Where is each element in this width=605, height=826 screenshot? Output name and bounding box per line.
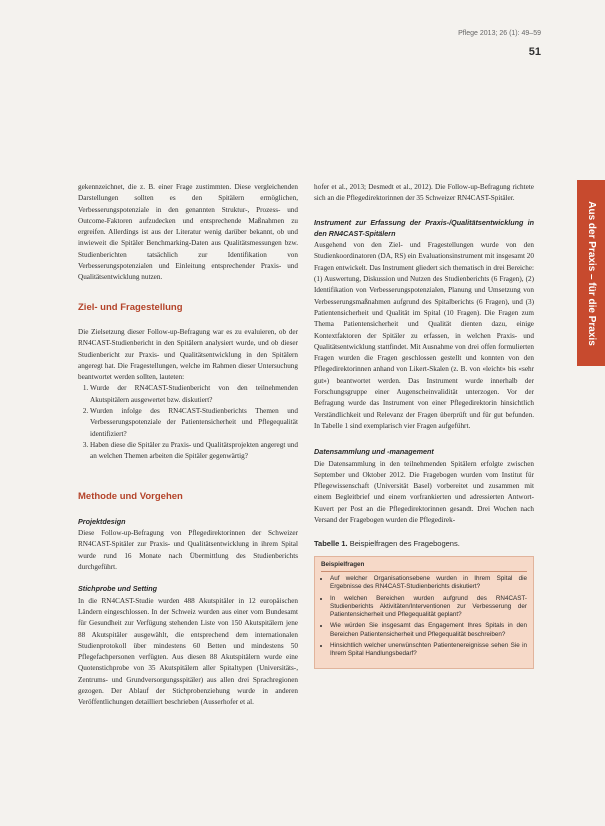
table-header: Beispielfragen: [321, 561, 527, 572]
research-question: 1. Wurde der RN4CAST-Studienbericht von den teilnehmenden Akutspitälern ausgewertet bzw. diskutiert?: [90, 383, 298, 406]
table-item: • Wie würden Sie insgesamt das Engagement Ihres Spitals in den Bereichen Patientensicherheit und Pflegequalität beschreiben?: [330, 622, 527, 639]
table-item: • Auf welcher Organisationsebene wurden in Ihrem Spital die Ergebnisse des RN4CAST-Studienberichts diskutiert?: [330, 575, 527, 592]
journal-reference: Pflege 2013; 26 (1): 49–59: [458, 30, 541, 37]
research-question: 2. Wurden infolge des RN4CAST-Studienberichts Themen und Verbesserungspotenziale der Patientensicherheit und Pflegequalität identifiziert?: [90, 406, 298, 440]
table-item: • In welchen Bereichen wurden aufgrund des RN4CAST-Studienberichts Aktivitäten/Interventionen zur Verbesserung der Patientensicherheit und Pflegequalität geplant?: [330, 595, 527, 620]
table-caption-text: Beispielfragen des Fragebogens.: [349, 539, 460, 549]
side-tab-label: Aus der Praxis – für die Praxis: [585, 200, 597, 346]
instrument-paragraph: Ausgehend von den Ziel- und Fragestellungen wurde von den Studienkoordinatoren (DA, RS) ein Evaluationsinstrument mit insgesamt 20 Fragen entwickelt. Das Instrument gliedert sich thematisch in drei Bereiche: (1) Auswertung, Diskussion und Nutzen des Studienberichts (6 Fragen), (2) Identifikation von Verbesserungspotenzialen, Planung und Umsetzung von Verbesserungsmaßnahmen aufgrund des Spitalberichts (6 Fragen), und (3) Patientensicherheit und Qualität im Spital (10 Fragen). Die Fragen zum Thema Patientensicherheit und Qualität dienten dazu, einige Kontextfaktoren der Spitäler zu erfassen, in welchen Praxis- und Qualitätsentwicklung stattfindet. Mit Ausnahme von drei offen formulierten Fragen wurden die Fragen geschlossen gestellt und konnten von den Pflegedirektorinnen anhand von Likert-Skalen (z. B. von «leicht» bis «sehr gut») beantwortet werden. Das Instrument wurde innerhalb der Forschungsgruppe einer Augenscheinvalidität unterzogen. Vor der Befragung wurde das Instrument von einer Pflegedirektorin hinsichtlich Verständlichkeit und Relevanz der Fragen überprüft und für gut befunden. In Tabelle 1 sind exemplarisch vier Fragen aufgeführt.: [314, 241, 534, 430]
left-column: [78, 182, 298, 709]
right-column: [314, 182, 534, 669]
heading-goals: Ziel- und Fragestellung: [78, 301, 183, 313]
right-intro-paragraph: hofer et al., 2013; Desmedt et al., 2012). Die Follow-up-Befragung richtete sich an die Pflegedirektorinnen der 35 Schweizer RN4CAST-Spitäler.: [314, 183, 534, 203]
page-number: 51: [528, 46, 541, 58]
data-collection-paragraph: Die Datensammlung in den teilnehmenden Spitälern erfolgte zwischen September und Oktober 2012. Die Fragebogen wurden vom Institut für Pflegewissenschaft (Universität Basel) vorbereitet und zusammen mit einem Begleitbrief und einem vorfrankierten und adressierten Antwort-Kuvert per Post an die Pflegedirektorinnen gesandt. Drei Wochen nach Versand der Fragebogen wurden die Pflegedirek-: [314, 459, 534, 525]
section-side-tab: [577, 180, 605, 366]
heading-method: Methode und Vorgehen: [78, 490, 183, 502]
heading-sample: Stichprobe und Setting: [78, 584, 158, 594]
research-question: 3. Haben diese die Spitäler zu Praxis- und Qualitätsprojekten angeregt und an welchen Themen arbeiten die Spitäler gegenwärtig?: [90, 440, 298, 463]
sample-paragraph: In die RN4CAST-Studie wurden 488 Akutspitäler in 12 europäischen Ländern eingeschlossen. In der Schweiz wurden aus einer vom Bundesamt für Gesundheit zur Verfügung stehenden Liste von 150 Akutspitälern jene 88 Akutspitäler ausgewählt, die entsprechend dem internationalen Studienprotokoll über mindestens 60 Betten und mindestens 50 Pflegefachpersonen verfügten. Aus diesen 88 Akutspitälern wurde eine Quotenstichprobe von 35 Akutspitälern aller Spitaltypen (Universitäts-, Zentrums- und Grundversorgungsspitäler) aus allen drei Sprachregionen gezogen. Der Ablauf der Stichprobenziehung wurde in anderen Veröffentlichungen detailliert beschrieben (Ausserhofer et al.: [78, 596, 298, 707]
table-item: • Hinsichtlich welcher unerwünschten Patientenereignisse sehen Sie in Ihrem Spital Handlungsbedarf?: [330, 642, 527, 659]
intro-paragraph: gekennzeichnet, die z. B. einer Frage zustimmten. Diese vergleichenden Darstellungen sollten es den Spitälern ermöglichen, Verbesserungspotenziale in den genannten Struktur-, Prozess- und Outcome-Faktoren aufzudecken und entsprechende Maßnahmen zu ergreifen. Allerdings ist aus der Literatur wenig darüber bekannt, ob und inwieweit die Spitäler Benchmarking-Daten aus Qualitätsmessungen bzw. Studienberichten tatsächlich zur Identifikation von Verbesserungspotenzialen und Einleitung entsprechender Praxis- und Qualitätsentwicklung nutzen.: [78, 183, 298, 282]
goals-paragraph: Die Zielsetzung dieser Follow-up-Befragung war es zu evaluieren, ob der RN4CAST-Studienbericht in den Spitälern analysiert wurde, und ob dieser Studienbericht zur Praxis- und Qualitätsentwicklung in den Spitälern angeregt hat. Die Fragestellungen, welche im Rahmen dieser Untersuchung beantwortet werden sollten, lauteten:: [78, 327, 298, 382]
design-paragraph: Diese Follow-up-Befragung von Pflegedirektorinnen der Schweizer RN4CAST-Spitäler zur Praxis- und Qualitätsentwicklung in ihrem Spital wurde rund 16 Monate nach Übermittlung des Studienberichts durchgeführt.: [78, 529, 298, 572]
example-questions-table: [314, 556, 534, 669]
table-caption: [314, 538, 534, 549]
table-items: [321, 575, 527, 659]
heading-data-collection: Datensammlung und -management: [314, 447, 434, 457]
heading-design: Projektdesign: [78, 516, 126, 526]
heading-instrument: Instrument zur Erfassung der Praxis-/Qualitätsentwicklung in den RN4CAST-Spitälern: [314, 217, 534, 238]
research-questions-list: [78, 383, 298, 462]
table-caption-label: Tabelle 1.: [314, 539, 348, 549]
